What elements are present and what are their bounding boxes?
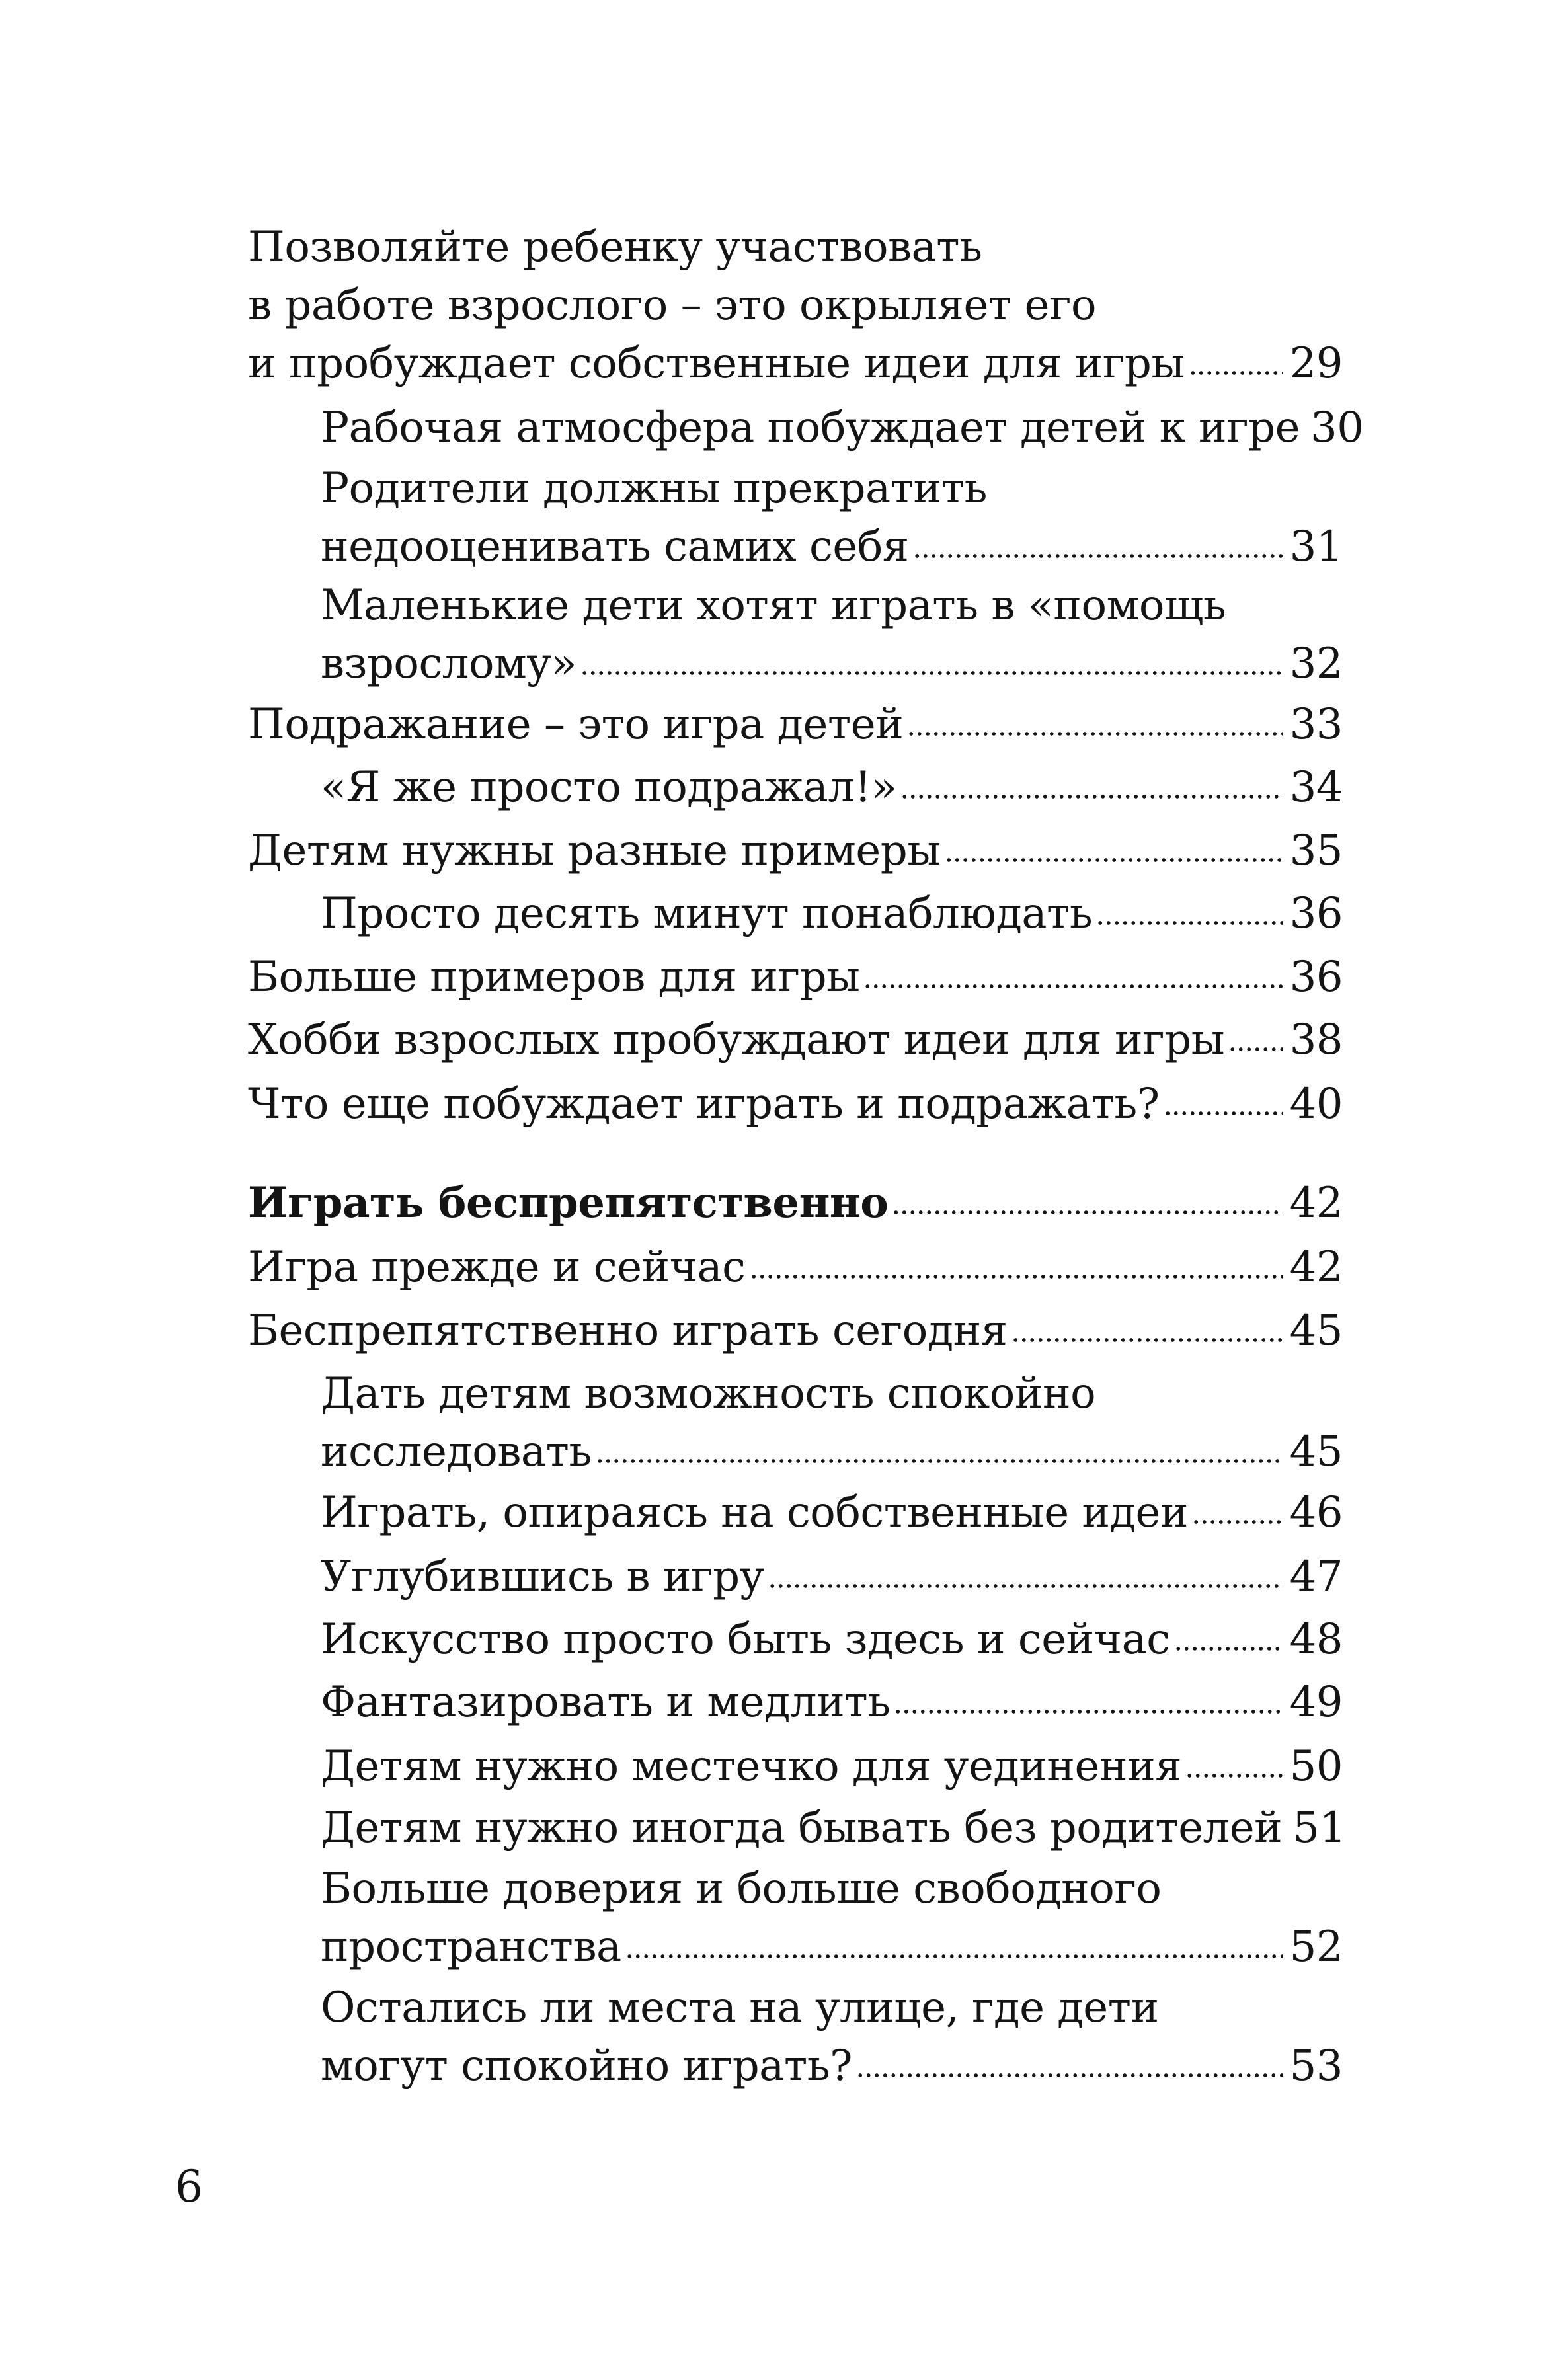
- toc-entry: [248, 1075, 1343, 1133]
- toc-entry-title-line: Позволяйте ребенку участвовать: [248, 223, 982, 272]
- toc-entry-line: [248, 695, 1343, 754]
- toc-subentry: [321, 1979, 1343, 2095]
- toc-entry-title-line: Дать детям возможность спокойно: [321, 1369, 1096, 1418]
- toc-page-number: 40: [1289, 1080, 1343, 1129]
- dot-leader: [1189, 370, 1283, 376]
- toc-entry-line: [321, 635, 1343, 693]
- toc-entry-line: [321, 1673, 1343, 1731]
- toc-entry-line: [248, 1174, 1343, 1232]
- dot-leader: [863, 983, 1283, 990]
- toc-page-number: 49: [1289, 1678, 1343, 1727]
- dot-leader: [913, 553, 1283, 559]
- toc-subentry: [321, 885, 1343, 943]
- toc-page-number: 32: [1289, 639, 1343, 688]
- toc-entry: [248, 1302, 1343, 1360]
- toc-entry-title: Играть беспрепятственно: [248, 1178, 889, 1228]
- toc-entry-title: Играть, опираясь на собственные идеи: [321, 1488, 1189, 1537]
- toc-subentry: [321, 1737, 1343, 1796]
- toc-entry: [248, 948, 1343, 1006]
- toc-entry-line: [321, 885, 1343, 943]
- dot-leader: [1096, 920, 1283, 926]
- toc-entry-title-line: Маленькие дети хотят играть в «помощь: [321, 581, 1226, 630]
- dot-leader: [596, 1458, 1283, 1464]
- dot-leader: [1174, 1646, 1283, 1652]
- toc-entry-title: Игра прежде и сейчас: [248, 1243, 746, 1292]
- dot-leader: [768, 1583, 1283, 1589]
- toc-entry-title-line: Остались ли места на улице, где дети: [321, 1983, 1159, 2032]
- toc-entry-title: исследовать: [321, 1427, 592, 1476]
- toc-entry-title-line: Родители должны прекратить: [321, 464, 987, 513]
- dot-leader: [907, 731, 1283, 737]
- toc-subentry: [321, 1365, 1343, 1481]
- toc-page-number: 29: [1289, 339, 1343, 388]
- toc-entry-title: Что еще побуждает играть и подражать?: [248, 1080, 1160, 1129]
- toc-entry-title: недооценивать самих себя: [321, 522, 909, 571]
- toc-entry-title: Хобби взрослых пробуждают идеи для игры: [248, 1015, 1225, 1064]
- toc-page-number: 34: [1289, 763, 1343, 812]
- toc-entry-title-line: Больше доверия и больше свободного: [321, 1864, 1162, 1913]
- toc-page-number: 53: [1289, 2042, 1343, 2090]
- toc-entry-title: Искусство просто быть здесь и сейчас: [321, 1615, 1170, 1664]
- toc-entry: [248, 1238, 1343, 1296]
- dot-leader: [856, 2072, 1283, 2079]
- toc-page-number: 31: [1289, 522, 1343, 571]
- toc-entry-title: Подражание – это игра детей: [248, 700, 904, 749]
- toc-entry: [248, 822, 1343, 880]
- toc-entry-line: [248, 335, 1343, 393]
- toc-subentry: [321, 1860, 1343, 1976]
- toc-entry-line: [248, 1238, 1343, 1296]
- toc-subentry: [321, 1673, 1343, 1731]
- toc-entry-line: [321, 1423, 1343, 1481]
- toc-section-heading: [248, 1174, 1343, 1232]
- dot-leader: [892, 1209, 1283, 1216]
- toc-subentry: [321, 758, 1343, 816]
- toc-page-number: 36: [1289, 889, 1343, 938]
- toc-entry: [248, 695, 1343, 754]
- toc-page-number: 47: [1289, 1552, 1343, 1601]
- dot-leader: [894, 1708, 1283, 1715]
- dot-leader: [900, 793, 1283, 800]
- toc-page-number: 45: [1289, 1427, 1343, 1476]
- toc-entry-line: [321, 1918, 1343, 1976]
- toc-entry-line: [248, 822, 1343, 880]
- dot-leader: [1012, 1337, 1283, 1343]
- toc-entry-line: [248, 1075, 1343, 1133]
- toc-entry-title: пространства: [321, 1923, 621, 1971]
- toc-entry-title-line: в работе взрослого – это окрыляет его: [248, 281, 1097, 330]
- toc-entry-line: [248, 948, 1343, 1006]
- toc-entry-title: Фантазировать и медлить: [321, 1678, 891, 1727]
- toc-page-number: 50: [1289, 1742, 1343, 1791]
- dot-leader: [1228, 1046, 1283, 1052]
- dot-leader: [1164, 1110, 1283, 1117]
- toc-entry-title: Углубившись в игру: [321, 1552, 764, 1601]
- toc-page-number: 42: [1289, 1243, 1343, 1292]
- toc-subentry: [321, 1799, 1346, 1857]
- toc-entry-title: взрослому»: [321, 639, 577, 688]
- toc-entry-line: [321, 1484, 1343, 1542]
- toc-page-number: 48: [1289, 1615, 1343, 1664]
- toc-entry-line: [248, 1011, 1343, 1069]
- dot-leader: [625, 1953, 1283, 1960]
- toc-page-number: 51: [1292, 1804, 1346, 1852]
- toc-subentry: [321, 1484, 1343, 1542]
- toc-entry-line: [321, 399, 1364, 457]
- toc-entry-title: Рабочая атмосфера побуждает детей к игре: [321, 403, 1300, 452]
- toc-entry-title: Детям нужно иногда бывать без родителей: [321, 1804, 1283, 1852]
- toc-entry-line: [248, 1302, 1343, 1360]
- dot-leader: [1192, 1519, 1283, 1525]
- toc-entry-line: [321, 1610, 1343, 1669]
- toc-page-number: 36: [1289, 953, 1343, 1002]
- toc-entry-title: и пробуждает собственные идеи для игры: [248, 339, 1185, 388]
- toc-entry: [248, 1011, 1343, 1069]
- toc-entry-title: Детям нужны разные примеры: [248, 826, 941, 875]
- toc-page-number: 33: [1289, 700, 1343, 749]
- toc-subentry: [321, 399, 1364, 457]
- toc-entry-title: «Я же просто подражал!»: [321, 763, 897, 812]
- toc-entry-line: [321, 758, 1343, 816]
- toc-page-number: 38: [1289, 1015, 1343, 1064]
- page-number: 6: [175, 2161, 203, 2212]
- dot-leader: [1185, 1772, 1283, 1779]
- toc-entry: [248, 218, 1343, 393]
- dot-leader: [580, 670, 1283, 676]
- toc-page-number: 46: [1289, 1488, 1343, 1537]
- toc-entry-title: Детям нужно местечко для уединения: [321, 1742, 1182, 1791]
- dot-leader: [750, 1273, 1283, 1280]
- toc-page-number: 35: [1289, 826, 1343, 875]
- toc-page-number: 42: [1289, 1179, 1343, 1228]
- toc-page-number: 45: [1289, 1306, 1343, 1355]
- toc-entry-title: Больше примеров для игры: [248, 953, 860, 1002]
- toc-page-number: 52: [1289, 1923, 1343, 1971]
- toc-entry-line: [321, 1737, 1343, 1796]
- toc-entry-title: Просто десять минут понаблюдать: [321, 889, 1093, 938]
- toc-entry-line: [321, 1799, 1346, 1857]
- toc-entry-line: [321, 2037, 1343, 2095]
- toc-subentry: [321, 1610, 1343, 1669]
- toc-entry-title: Беспрепятственно играть сегодня: [248, 1306, 1008, 1355]
- toc-page-number: 30: [1310, 403, 1364, 452]
- toc-subentry: [321, 459, 1343, 576]
- dot-leader: [945, 857, 1283, 863]
- toc-subentry: [321, 1548, 1343, 1606]
- toc-entry-title: могут спокойно играть?: [321, 2042, 852, 2090]
- toc-entry-line: [321, 1548, 1343, 1606]
- toc-entry-line: [321, 518, 1343, 576]
- toc-subentry: [321, 576, 1343, 693]
